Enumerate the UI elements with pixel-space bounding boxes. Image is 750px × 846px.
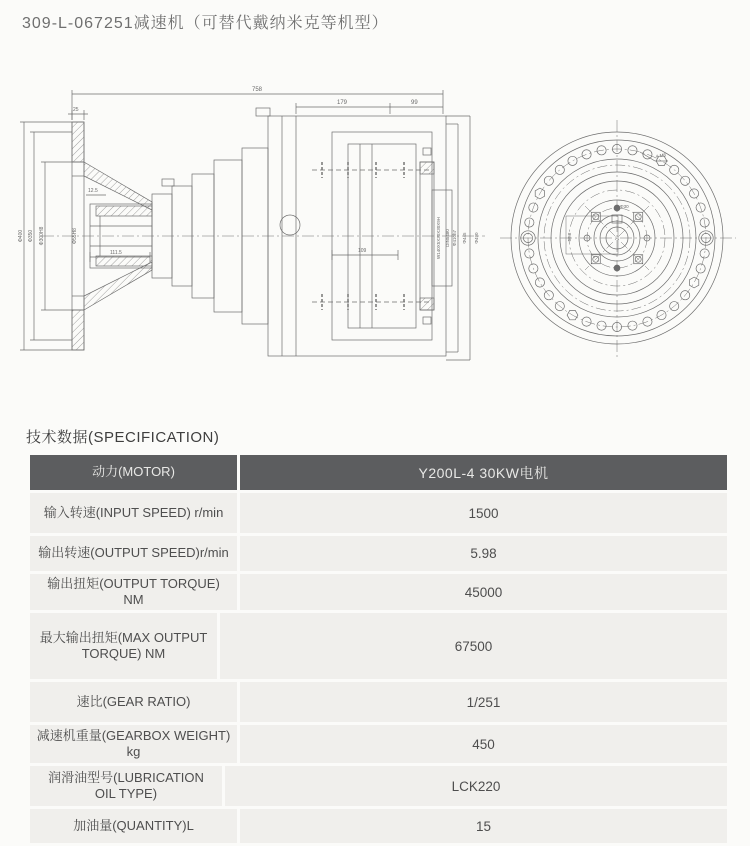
technical-drawing: [0, 58, 750, 420]
spec-row-output-torque: [30, 574, 727, 613]
dim-179: 179: [337, 100, 348, 106]
spec-param: 减速机重量(GEARBOX WEIGHT) kg: [30, 725, 240, 763]
spec-param: 输入转速(INPUT SPEED) r/min: [30, 493, 240, 533]
spec-header-value: Y200L-4 30KW电机: [418, 464, 549, 481]
spec-value: 450: [472, 736, 495, 752]
spec-param: 输出扭矩(OUTPUT TORQUE) NM: [30, 574, 240, 610]
dim-hub-width: 58.8: [567, 232, 572, 242]
spec-table: [30, 455, 727, 846]
spec-param: 输出转速(OUTPUT SPEED)r/min: [30, 536, 240, 571]
dim-111-5: 111.5: [110, 250, 122, 256]
spec-value: 67500: [454, 638, 493, 654]
dim-dia-490: Φ490: [474, 232, 479, 244]
dim-hub-bore: Φ30: [620, 204, 629, 209]
spec-param: 速比(GEAR RATIO): [30, 682, 240, 722]
dim-109: 109: [358, 248, 367, 254]
dim-dia-350: Φ350: [28, 229, 34, 243]
dim-overall-length: 758: [252, 87, 263, 93]
spec-value: 15: [475, 818, 492, 834]
spec-row-oil-quantity: [30, 809, 727, 846]
spec-header-param: 动力(MOTOR): [30, 455, 240, 490]
spec-row-output-speed: [30, 536, 727, 574]
spec-value: 45000: [464, 584, 503, 600]
spec-header-row: [30, 455, 727, 493]
spec-param: 加油量(QUANTITY)L: [30, 809, 240, 843]
spec-value: 1500: [468, 505, 499, 521]
spec-row-max-torque: [30, 613, 727, 682]
page-title: 309-L-067251减速机（可替代戴纳米克等机型）: [22, 15, 389, 32]
dim-dia-55: Φ55H8: [72, 228, 78, 244]
spec-heading: 技术数据(SPECIFICATION): [26, 429, 220, 446]
dim-dia-445: Φ445: [462, 232, 467, 244]
spec-value: 1/251: [466, 694, 501, 710]
dim-dia-400: Φ400: [18, 229, 24, 243]
dim-spline-std: DIN5480: [445, 229, 450, 247]
dim-25: 25: [73, 107, 79, 113]
dim-99: 99: [411, 100, 418, 106]
spec-value: LCK220: [451, 778, 501, 794]
dim-dia-410: Φ410h7: [452, 229, 457, 247]
spec-param: 最大输出扭矩(MAX OUTPUT TORQUE) NM: [30, 613, 220, 679]
dim-dia-300: Φ300H8: [39, 226, 45, 246]
spec-row-input-speed: [30, 493, 727, 536]
spec-value: 5.98: [470, 546, 497, 561]
gearbox-drawing-svg: [0, 58, 750, 420]
dim-12-5: 12.5: [88, 188, 98, 194]
front-holes-note: 4-M8: [655, 152, 667, 159]
spec-row-oil-type: [30, 766, 727, 809]
dim-spline: W140X5X30X30X9H: [436, 216, 441, 260]
spec-row-weight: [30, 725, 727, 766]
spec-param: 润滑油型号(LUBRICATION OIL TYPE): [30, 766, 225, 806]
spec-row-gear-ratio: [30, 682, 727, 725]
